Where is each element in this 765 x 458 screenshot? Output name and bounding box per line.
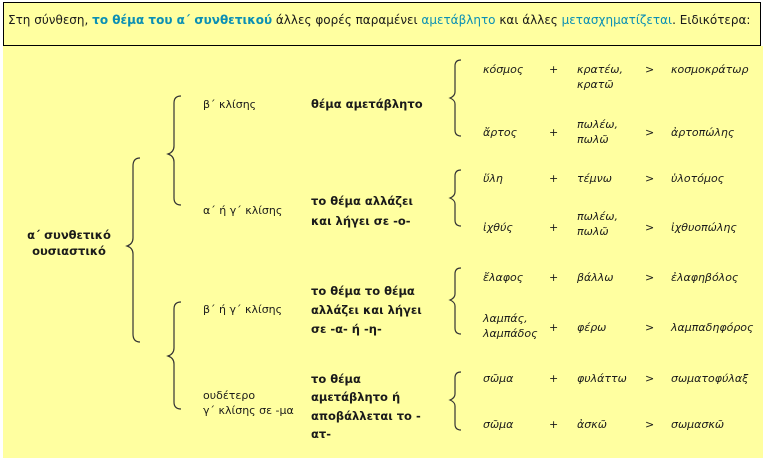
plus-sign: + bbox=[549, 63, 559, 76]
example-second-line: πωλέω, bbox=[577, 118, 618, 131]
example-second-line: πωλῶ bbox=[577, 132, 609, 146]
example-2-first: ἄρτος bbox=[483, 126, 518, 139]
plus-sign: + bbox=[549, 321, 559, 334]
root-label-line: ουσιαστικό bbox=[32, 243, 106, 258]
plus-sign: + bbox=[549, 172, 559, 185]
arrow-sign: > bbox=[645, 321, 655, 334]
plus-sign: + bbox=[549, 221, 559, 234]
example-6-second: φέρω bbox=[577, 321, 607, 334]
rule-line: αλλάζει και λήγει bbox=[311, 302, 422, 317]
example-1-first: κόσμος bbox=[483, 63, 524, 76]
declension-line: γ΄ κλίσης σε -μα bbox=[203, 403, 294, 417]
example-7-first: σῶμα bbox=[483, 372, 514, 385]
rule-line: το θέμα bbox=[311, 372, 361, 386]
example-second-line: κρατέω, bbox=[577, 63, 623, 76]
declension-2: α΄ ή γ΄ κλίσης bbox=[203, 204, 283, 217]
example-3-second: τέμνω bbox=[577, 172, 612, 185]
plus-sign: + bbox=[549, 418, 559, 431]
intro-highlight-theme: το θέμα του α΄ συνθετικού bbox=[92, 13, 273, 27]
rule-line: το θέμα αλλάζει bbox=[311, 194, 413, 208]
intro-box bbox=[3, 2, 761, 46]
example-5-second: βάλλω bbox=[577, 271, 614, 284]
example-first-line: λαμπάς, bbox=[483, 312, 528, 325]
rule-1 bbox=[311, 97, 423, 113]
lower-group-brace bbox=[168, 302, 181, 409]
rule-line: θέμα αμετάβλητο bbox=[311, 97, 423, 111]
intro-text: άλλες φορές παραμένει bbox=[272, 13, 422, 27]
declension-3: β΄ ή γ΄ κλίσης bbox=[203, 303, 283, 316]
root-brace bbox=[127, 158, 140, 342]
declension-1: β΄ κλίσης bbox=[203, 98, 257, 111]
example-5-first: ἔλαφος bbox=[483, 271, 524, 284]
arrow-sign: > bbox=[645, 221, 655, 234]
example-8-first: σῶμα bbox=[483, 418, 514, 431]
example-5-result: ἐλαφηβόλος bbox=[671, 271, 739, 284]
example-7-result: σωματοφύλαξ bbox=[671, 372, 749, 385]
example-1-result: κοσμοκράτωρ bbox=[671, 63, 749, 76]
intro-text: και άλλες bbox=[495, 13, 562, 27]
rule-line: αμετάβλητο ή bbox=[311, 390, 401, 405]
example-brace-3 bbox=[450, 268, 461, 334]
example-4-second bbox=[577, 210, 618, 240]
example-second-line: πωλέω, bbox=[577, 210, 618, 223]
intro-highlight-unchanged: αμετάβλητο bbox=[421, 13, 496, 27]
example-first-line: λαμπάδος bbox=[483, 326, 538, 340]
intro-text: . Ειδικότερα: bbox=[672, 13, 751, 27]
example-second-line: κρατῶ bbox=[577, 77, 614, 91]
example-brace-2 bbox=[450, 170, 461, 226]
composition-diagram bbox=[3, 46, 763, 458]
arrow-sign: > bbox=[645, 126, 655, 139]
example-6-first bbox=[483, 312, 538, 342]
intro-highlight-transformed: μετασχηματίζεται bbox=[561, 13, 673, 27]
example-8-second: ἀσκῶ bbox=[577, 418, 607, 431]
rule-2 bbox=[311, 191, 413, 231]
rule-4 bbox=[311, 370, 421, 444]
example-8-result: σωμασκῶ bbox=[671, 418, 725, 431]
example-7-second: φυλάττω bbox=[577, 372, 627, 385]
example-brace-4 bbox=[450, 372, 461, 430]
rule-line: και λήγει σε -ο- bbox=[311, 214, 411, 229]
example-brace-1 bbox=[450, 60, 461, 136]
example-1-second bbox=[577, 63, 623, 93]
example-6-result: λαμπαδηφόρος bbox=[671, 321, 754, 334]
rule-line: αποβάλλεται το - bbox=[311, 408, 421, 423]
plus-sign: + bbox=[549, 372, 559, 385]
example-second-line: πωλῶ bbox=[577, 224, 609, 238]
example-4-first: ἰχθύς bbox=[483, 221, 513, 234]
rule-line: το θέμα το θέμα bbox=[311, 284, 415, 298]
intro-text: Στη σύνθεση, bbox=[8, 13, 93, 27]
example-3-result: ὑλοτόμος bbox=[671, 172, 725, 185]
example-4-result: ἰχθυοπώλης bbox=[671, 221, 737, 234]
arrow-sign: > bbox=[645, 172, 655, 185]
rule-3 bbox=[311, 282, 422, 339]
root-label-line: α΄ συνθετικό bbox=[27, 228, 111, 242]
rule-line: ατ- bbox=[311, 427, 332, 442]
plus-sign: + bbox=[549, 271, 559, 284]
declension-4 bbox=[203, 389, 294, 419]
example-2-result: ἀρτοπώλης bbox=[671, 126, 735, 139]
declension-line: ουδέτερο bbox=[203, 389, 256, 402]
plus-sign: + bbox=[549, 126, 559, 139]
example-2-second bbox=[577, 118, 618, 148]
arrow-sign: > bbox=[645, 271, 655, 284]
arrow-sign: > bbox=[645, 418, 655, 431]
root-label bbox=[15, 228, 123, 259]
rule-line: σε -α- ή -η- bbox=[311, 321, 382, 336]
example-3-first: ὕλη bbox=[483, 172, 503, 185]
upper-group-brace bbox=[168, 96, 181, 205]
arrow-sign: > bbox=[645, 63, 655, 76]
arrow-sign: > bbox=[645, 372, 655, 385]
